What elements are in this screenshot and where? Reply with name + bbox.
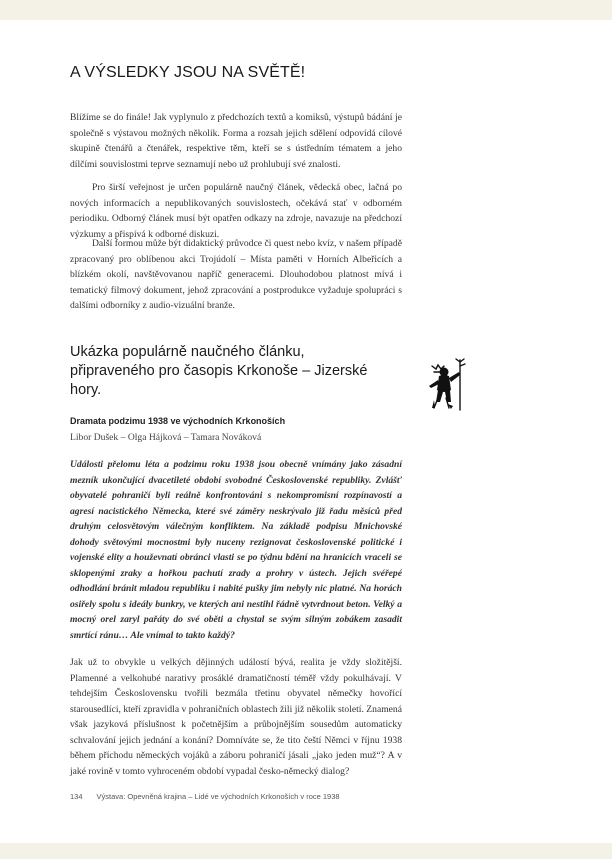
krakonos-emblem-icon [426,356,470,412]
intro-paragraph: Blížíme se do finále! Jak vyplynulo z předchozích textů a komiksů, výstupů bádání je společně s výstavou možných několik. Forma a rozsah jejich sdělení odpovídá cílové skupině čtenářů a čtenářek, respektive těm, kteří se s ústředním tématem a jeho dílčími souvislostmi teprve seznamují nebo už prohlubují své znalosti. [70,112,402,170]
article-authors: Libor Dušek – Olga Hájková – Tamara Nováková [70,432,262,443]
section-title: A VÝSLEDKY JSOU NA SVĚTĚ! [70,64,306,81]
audience-paragraph: Pro širší veřejnost je určen populárně naučný článek, vědecká obec, lačná po nových informacích a nepublikovaných souvislostech, očekává stať v odborném periodiku. Odborný článek musí být opatřen odkazy na zdroje, navazuje na předchozí výzkumy a přispívá k odborné diskuzi. [70,182,402,240]
example-heading: Ukázka populárně naučného článku, připraveného pro časopis Krkonoše – Jizerské hory. [70,344,368,398]
formats-paragraph: Další formou může být didaktický průvodce či quest nebo kvíz, v našem případě zpracovaný pro oblíbenou akci Trojúdolí – Místa paměti v Horních Albeřicích a blízkém okolí, navštěvovanou napříč generacemi. Dlouhodobou platnost mívá i tematický filmový dokument, jehož zpracování a postprodukce vyžaduje spolupráci s dalšími odborníky z audio-vizuální branže. [70,238,402,311]
article-body: Jak už to obvykle u velkých dějinných událostí bývá, realita je vždy složitější. Plamenné a velkohubé narativy prosáklé dramatičností téměř vždy pokulhávají. V tehdejším Československu tvořili bezmála třetinu obyvatel němečky hovořící starousedlíci, kteří zpravidla v pohraničních oblastech žili již několik století. Znamená však jazyková příslušnost k početnějším a průbojnějším sousedům automaticky schvalování jejich jednání a konání? Domníváte se, že tito čeští Němci v říjnu 1938 během příchodu německých vojáků a záboru pohraničí jásali „jako jeden muž“? A v jaké rovině v tomto vyhroceném období vypadal česko-německý dialog? [70,657,402,777]
bottom-band [0,843,612,859]
article-title: Dramata podzimu 1938 ve východních Krkonoších [70,416,286,426]
page-footer [70,792,340,801]
top-band [0,0,612,20]
article-lead: Události přelomu léta a podzimu roku 1938 jsou obecně vnímány jako zásadní mezník ukončující dvacetileté období svobodné Československé republiky. Zvlášť obyvatelé pohraničí byli reálně konfrontováni s nekompromisní rozpínavostí a agresí nacistického Německa, které své záměry neskrývalo již řadu měsíců před druhým celosvětovým válečným konfliktem. Na základě podpisu Mnichovské dohody světovými mocnostmi byly nuceny rezignovat československé politické i vojenské elity a houževnatí obránci vlasti se po týdnu bdění na hranicích vraceli se sklopenými zraky a hořkou pachutí zrady a prohry v ústech. Jejich svéřepé odhodlání bránit mladou republiku i nabité pušky jim nebyly nic platné. Na horách osiřely spolu s ideály bunkry, ve kterých ani nestihl řádně vytvrdnout beton. Velký a mocný orel zaryl pařáty do své oběti a chystal se svým silným zobákem zasadit smrtící ránu… Ale vnímal to takto každý? [70,459,402,641]
footer-text: Výstava: Opevněná krajina – Lidé ve východních Krkonoších v roce 1938 [96,792,340,801]
page-number: 134 [70,792,83,801]
